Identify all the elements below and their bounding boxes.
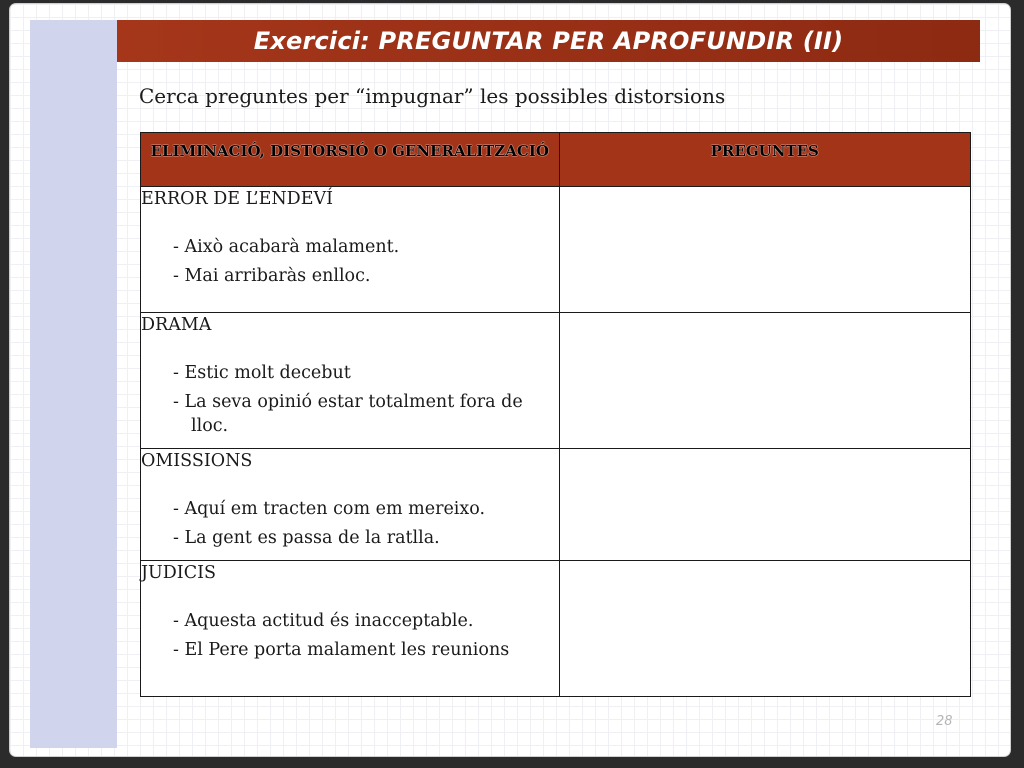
side-band: [30, 20, 117, 748]
example-item: - Això acabarà malament.: [173, 237, 400, 257]
table-row: [141, 187, 971, 313]
category-cell: [141, 449, 560, 561]
table-row: [141, 313, 971, 449]
title-bar: [117, 20, 980, 62]
questions-cell[interactable]: [559, 187, 971, 313]
category-label: DRAMA: [141, 315, 212, 335]
header-category: ELIMINACIÓ, DISTORSIÓ O GENERALITZACIÓ: [141, 133, 560, 187]
example-item: - La seva opinió estar totalment fora de lloc.: [173, 392, 523, 436]
example-item: - Aquí em tracten com em mereixo.: [173, 499, 486, 519]
questions-cell[interactable]: [559, 561, 971, 697]
category-cell: [141, 561, 560, 697]
slide-title: Exercici: PREGUNTAR PER APROFUNDIR (II): [253, 27, 844, 55]
category-label: OMISSIONS: [141, 451, 253, 471]
example-item: - Estic molt decebut: [173, 363, 351, 383]
questions-cell[interactable]: [559, 313, 971, 449]
category-label: ERROR DE L’ENDEVÍ: [141, 189, 334, 209]
exercise-table: [140, 132, 971, 697]
example-item: - El Pere porta malament les reunions: [173, 640, 510, 660]
slide: [10, 4, 1010, 756]
category-cell: [141, 313, 560, 449]
example-item: - Aquesta actitud és inacceptable.: [173, 611, 474, 631]
category-label: JUDICIS: [141, 563, 216, 583]
table-header-row: [141, 133, 971, 187]
questions-cell[interactable]: [559, 449, 971, 561]
slide-subtitle: Cerca preguntes per “impugnar” les possibles distorsions: [139, 84, 726, 108]
example-item: - La gent es passa de la ratlla.: [173, 528, 440, 548]
category-cell: [141, 187, 560, 313]
header-questions: PREGUNTES: [559, 133, 971, 187]
table-row: [141, 449, 971, 561]
table-row: [141, 561, 971, 697]
example-item: - Mai arribaràs enlloc.: [173, 266, 371, 286]
page-number: 28: [936, 714, 953, 729]
